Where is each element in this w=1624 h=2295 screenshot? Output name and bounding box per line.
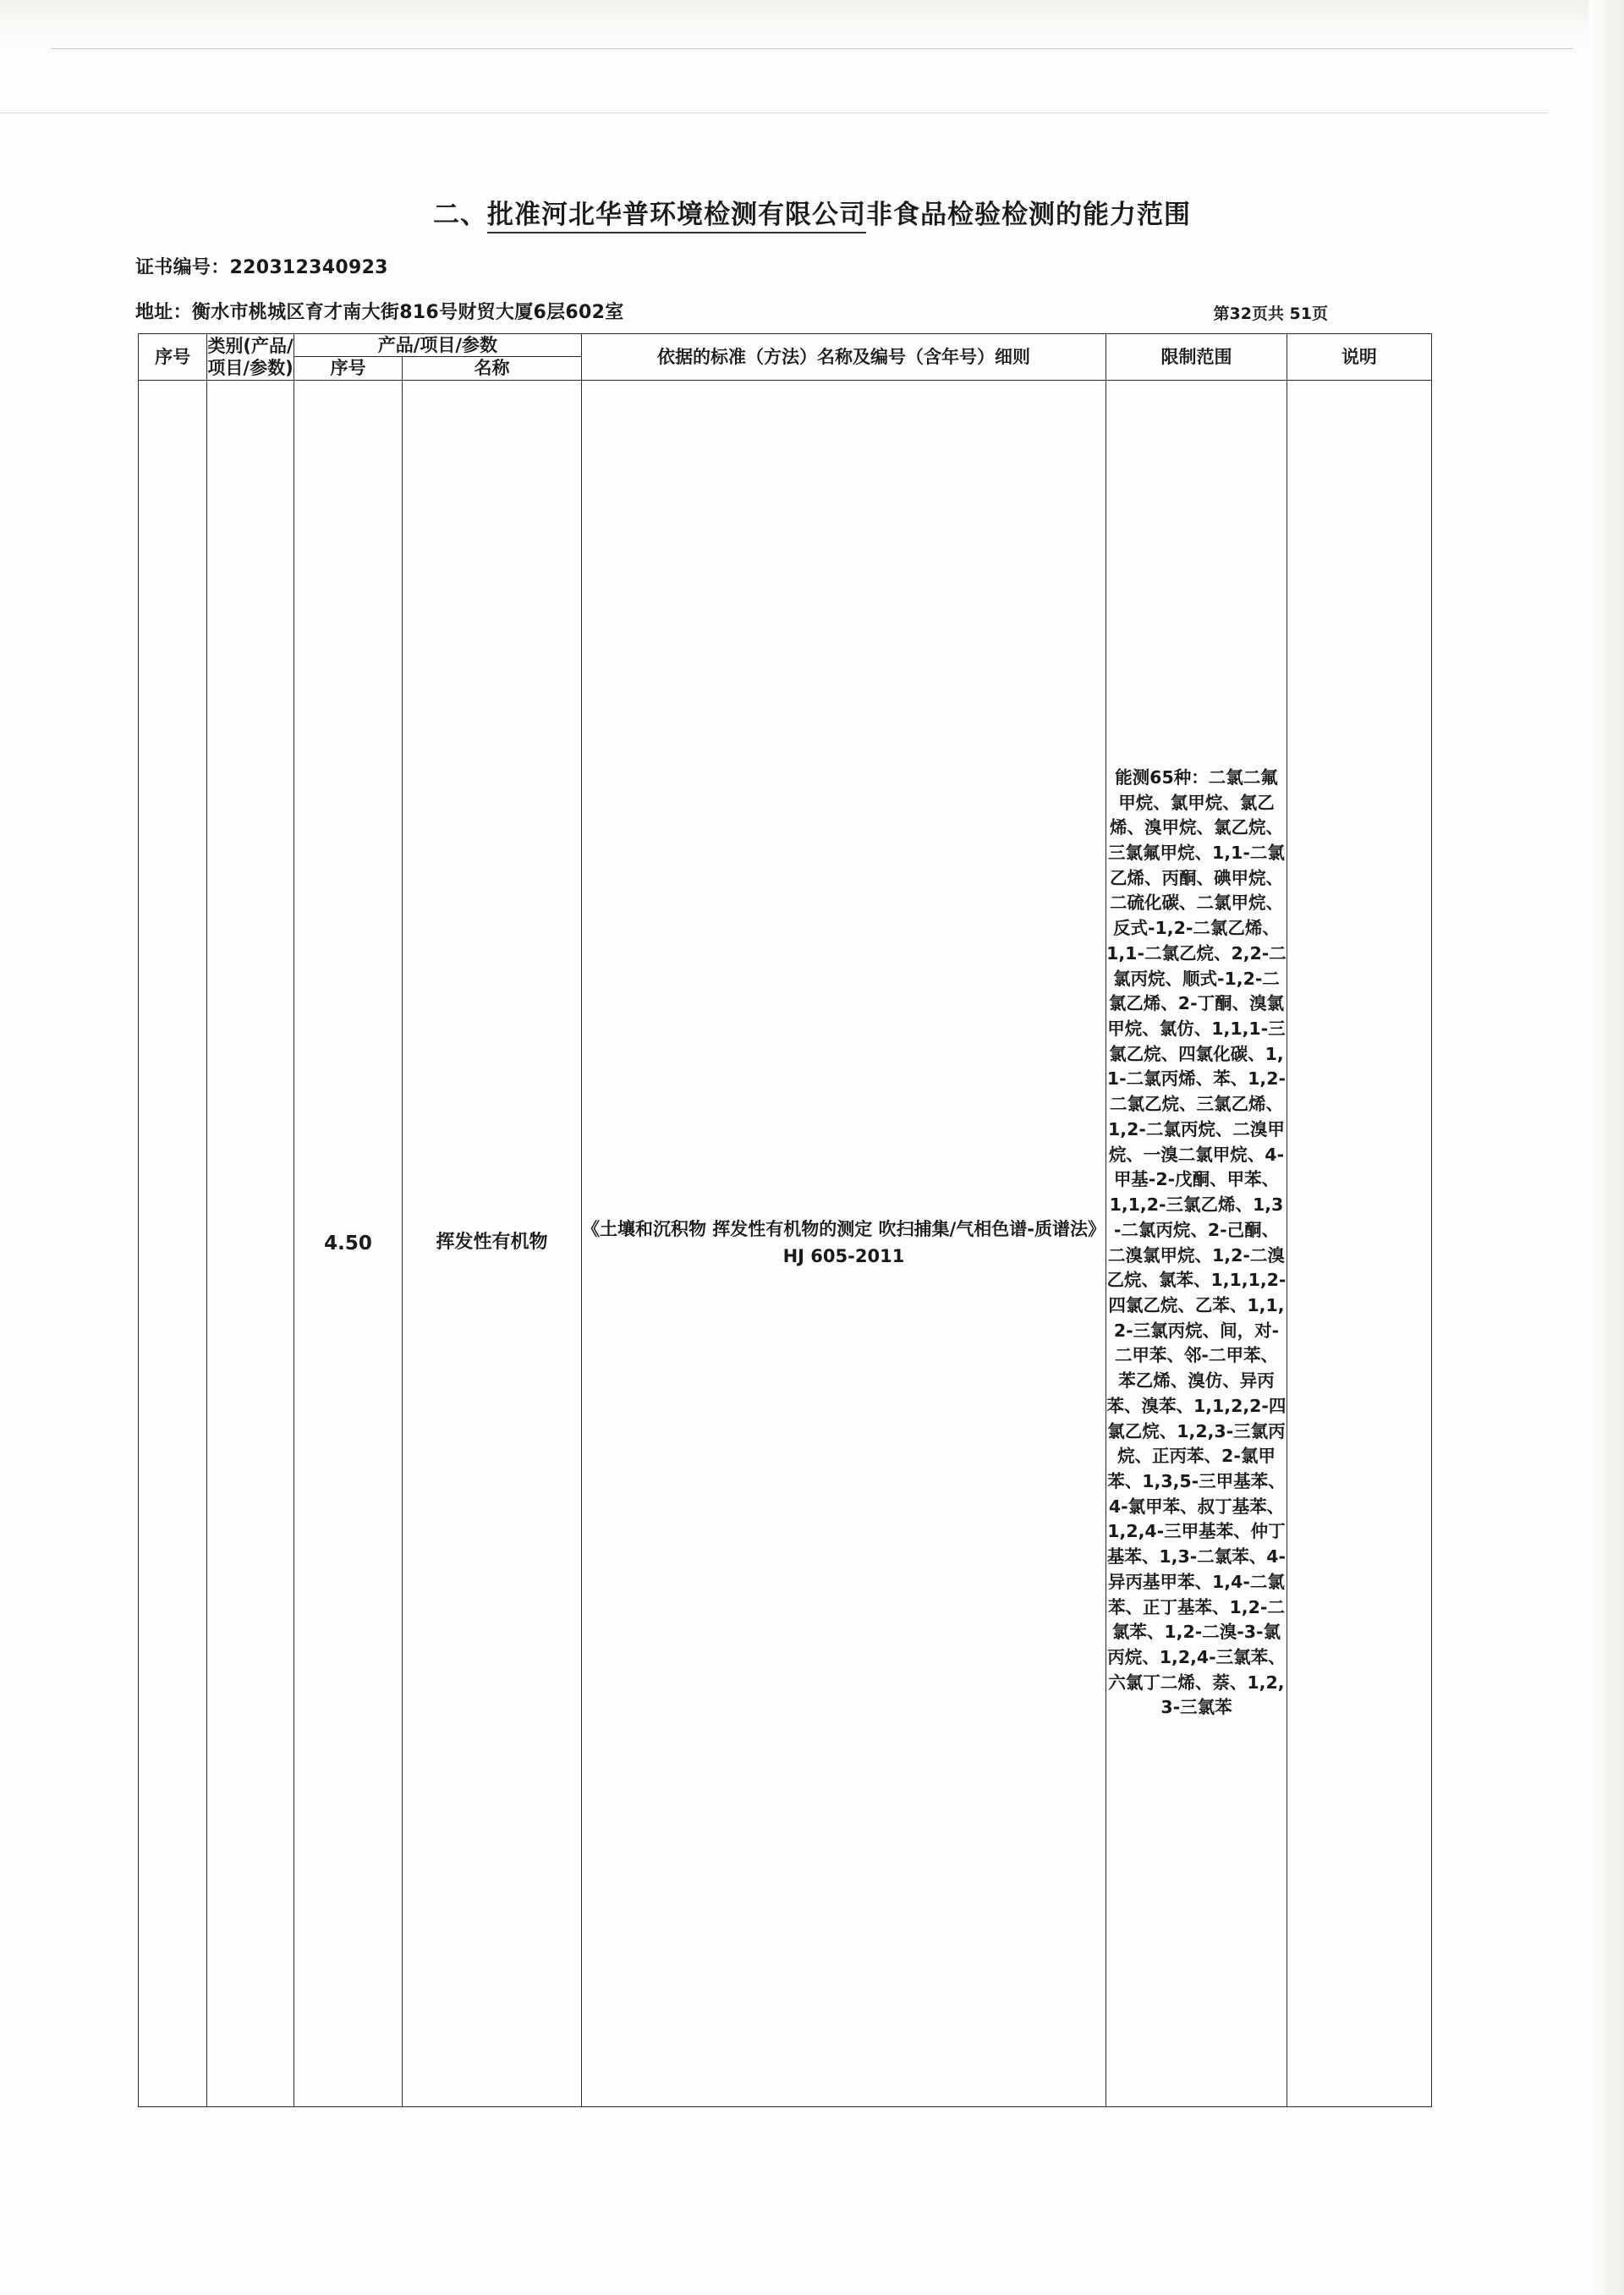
scan-edge-right: [1588, 0, 1624, 2295]
capability-table: [138, 333, 1432, 2107]
page-title-suffix: 非食品检验检测的能力范围: [866, 200, 1191, 230]
cell-category: [207, 380, 294, 2106]
cell-standard: 《土壤和沉积物 挥发性有机物的测定 吹扫捕集/气相色谱-质谱法》 HJ 605-2011: [581, 380, 1106, 2106]
header-standard: 依据的标准（方法）名称及编号（含年号）细则: [581, 334, 1106, 381]
table-header-row-1: [139, 334, 1432, 357]
table-row: [139, 380, 1432, 2106]
header-seq: 序号: [139, 334, 207, 381]
cell-seq: [139, 380, 207, 2106]
header-limit: 限制范围: [1106, 334, 1287, 381]
header-product-group: 产品/项目/参数: [294, 334, 581, 357]
page-title: [0, 193, 1624, 231]
page-title-prefix: 二、: [433, 200, 487, 230]
certificate-number: 证书编号：220312340923: [135, 257, 388, 278]
scan-edge-top: [0, 0, 1624, 49]
cell-product-seq: 4.50: [294, 380, 402, 2106]
header-note: 说明: [1287, 334, 1431, 381]
company-address: 地址：衡水市桃城区育才南大街816号财贸大厦6层602室: [135, 302, 624, 323]
cell-product-name: 挥发性有机物: [403, 380, 582, 2106]
scan-artifact-line-top: [51, 48, 1573, 49]
header-product-name: 名称: [403, 357, 582, 380]
page-number: 第32页共 51页: [1213, 305, 1328, 323]
page-title-company: 批准河北华普环境检测有限公司: [487, 200, 866, 233]
header-category: 类别(产品/项目/参数): [207, 334, 294, 381]
header-product-seq: 序号: [294, 357, 402, 380]
cell-limit-range: 能测65种：二氯二氟甲烷、氯甲烷、氯乙烯、溴甲烷、氯乙烷、三氯氟甲烷、1,1-二氯乙烯、丙酮、碘甲烷、二硫化碳、二氯甲烷、反式-1,2-二氯乙烯、1,1-二氯乙烷、2,2-二氯丙烷、顺式-1,2-二氯乙烯、2-丁酮、溴氯甲烷、氯仿、1,1,1-三氯乙烷、四氯化碳、1,1-二氯丙烯、苯、1,2-二氯乙烷、三氯乙烯、1,2-二氯丙烷、二溴甲烷、一溴二氯甲烷、4-甲基-2-戊酮、甲苯、1,1,2-三氯乙烯、1,3-二氯丙烷、2-己酮、二溴氯甲烷、1,2-二溴乙烷、氯苯、1,1,1,2-四氯乙烷、乙苯、1,1,2-三氯丙烷、间，对-二甲苯、邻-二甲苯、苯乙烯、溴仿、异丙苯、溴苯、1,1,2,2-四氯乙烷、1,2,3-三氯丙烷、正丙苯、2-氯甲苯、1,3,5-三甲基苯、4-氯甲苯、叔丁基苯、1,2,4-三甲基苯、仲丁基苯、1,3-二氯苯、4-异丙基甲苯、1,4-二氯苯、正丁基苯、1,2-二氯苯、1,2-二溴-3-氯丙烷、1,2,4-三氯苯、六氯丁二烯、萘、1,2,3-三氯苯: [1106, 380, 1287, 2106]
cell-note: [1287, 380, 1431, 2106]
